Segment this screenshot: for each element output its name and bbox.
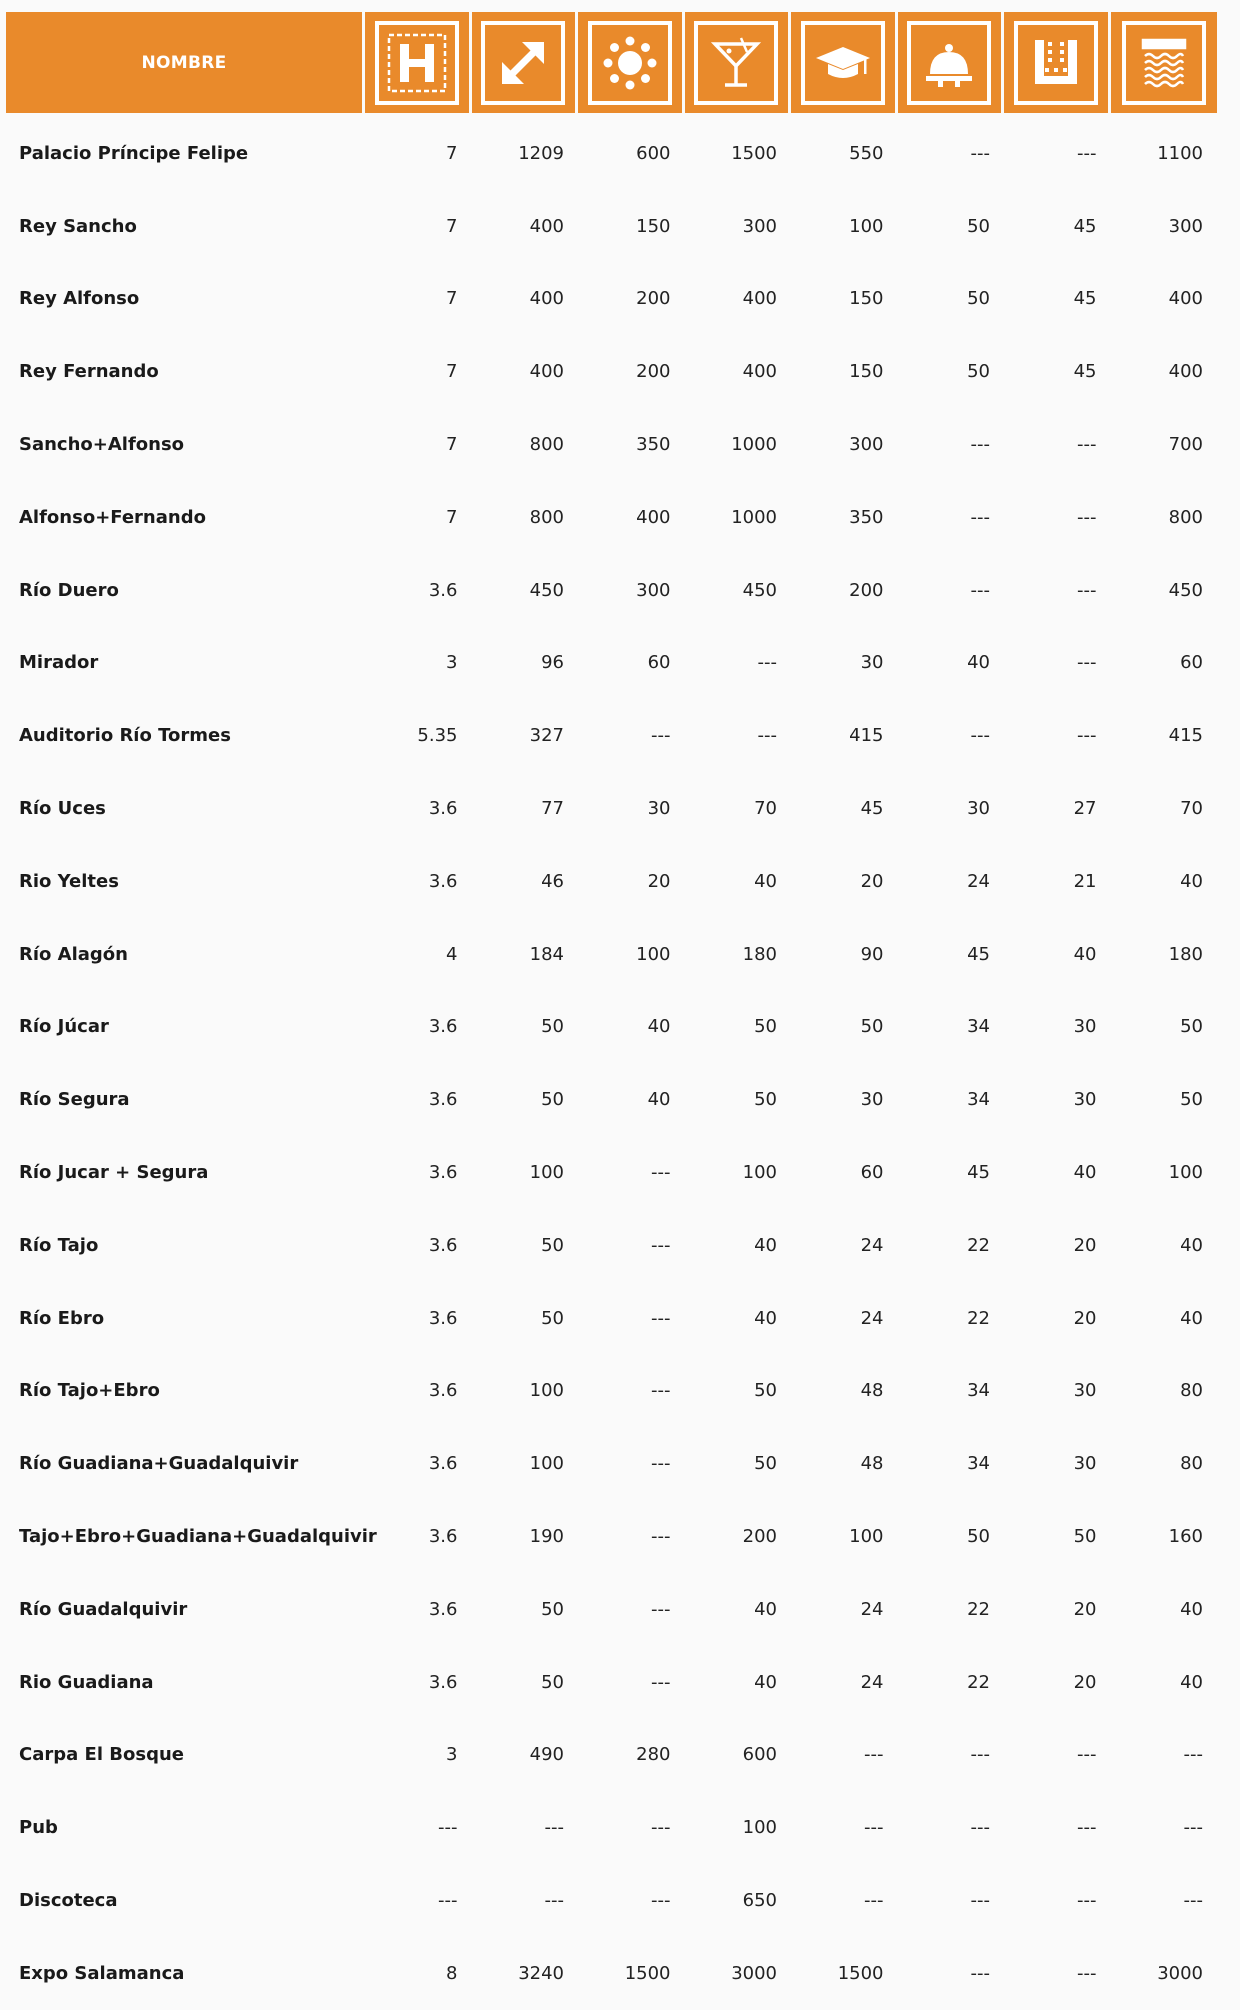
table-row: [6, 1136, 1217, 1209]
table-cell: 40: [967, 652, 990, 674]
table-cell: 60: [1180, 652, 1203, 674]
table-cell: ---: [864, 1744, 884, 1766]
table-cell: 450: [742, 579, 777, 601]
table-cell: ---: [1077, 725, 1097, 747]
table-cell: 45: [1073, 288, 1097, 310]
table-cell: 3.6: [428, 798, 458, 820]
table-cell: 34: [967, 1380, 990, 1402]
table-cell: 3: [446, 1744, 458, 1766]
table-cell: 34: [967, 1016, 990, 1038]
table-cell: ---: [651, 1453, 671, 1475]
header-classroom-column: [791, 12, 898, 113]
table-cell: 200: [636, 361, 671, 383]
table-cell: 45: [967, 943, 990, 965]
table-cell: ---: [1077, 1962, 1097, 1984]
table-cell: 96: [541, 652, 564, 674]
table-cell: 400: [742, 288, 777, 310]
table-cell: 30: [1073, 1380, 1097, 1402]
table-cell: 24: [860, 1234, 884, 1256]
table-cell: ---: [757, 652, 777, 674]
header-banquet-column: [578, 12, 685, 113]
table-cell: 1500: [837, 1962, 884, 1984]
table-cell: 100: [636, 943, 671, 965]
table-cell: 400: [636, 506, 671, 528]
table-cell: ---: [970, 1962, 990, 1984]
table-cell: 400: [529, 288, 564, 310]
table-cell: ---: [1077, 579, 1097, 601]
table-cell: ---: [1077, 1744, 1097, 1766]
table-cell: 50: [754, 1453, 777, 1475]
room-name: Sancho+Alfonso: [19, 434, 185, 456]
table-cell: ---: [651, 1817, 671, 1839]
header-area-column: [472, 12, 579, 113]
table-cell: 60: [647, 652, 671, 674]
table-cell: 5.35: [417, 725, 458, 747]
table-cell: ---: [1183, 1744, 1203, 1766]
table-cell: 40: [1073, 943, 1097, 965]
table-cell: 30: [860, 652, 884, 674]
table-row: [6, 263, 1217, 336]
table-cell: 50: [860, 1016, 884, 1038]
table-cell: 1500: [624, 1962, 671, 1984]
table-cell: 327: [529, 725, 564, 747]
room-name: Expo Salamanca: [19, 1962, 185, 1984]
table-cell: 600: [742, 1744, 777, 1766]
table-cell: 20: [1073, 1234, 1097, 1256]
table-cell: ---: [970, 434, 990, 456]
table-cell: 3.6: [428, 1380, 458, 1402]
header-cloche-column: [898, 12, 1005, 113]
room-name: Rey Alfonso: [19, 288, 140, 310]
room-name: Auditorio Río Tormes: [19, 725, 231, 747]
table-cell: 50: [541, 1598, 564, 1620]
table-cell: 100: [742, 1162, 777, 1184]
table-row: [6, 1573, 1217, 1646]
table-cell: 400: [1168, 288, 1203, 310]
room-name: Río Júcar: [19, 1016, 109, 1038]
table-cell: 400: [529, 361, 564, 383]
table-cell: 22: [967, 1307, 990, 1329]
table-row: [6, 408, 1217, 481]
table-cell: 7: [446, 361, 458, 383]
table-cell: 150: [849, 361, 884, 383]
room-name: Rio Guadiana: [19, 1671, 154, 1693]
table-cell: 200: [636, 288, 671, 310]
table-cell: 50: [967, 361, 990, 383]
table-cell: 50: [541, 1089, 564, 1111]
table-cell: 60: [860, 1162, 884, 1184]
table-cell: 1000: [731, 506, 777, 528]
table-cell: 400: [529, 215, 564, 237]
table-cell: 30: [860, 1089, 884, 1111]
header-name-label: NOMBRE: [6, 12, 365, 113]
table-cell: 40: [647, 1016, 671, 1038]
table-cell: 415: [1168, 725, 1203, 747]
table-cell: 180: [1168, 943, 1203, 965]
table-cell: 3.6: [428, 1162, 458, 1184]
table-cell: 800: [529, 506, 564, 528]
table-body: [6, 117, 1217, 2010]
table-cell: ---: [864, 1890, 884, 1912]
room-name: Río Guadiana+Guadalquivir: [19, 1453, 299, 1475]
table-cell: 30: [967, 798, 990, 820]
table-cell: 400: [1168, 361, 1203, 383]
bell-cloche-icon: [907, 21, 991, 105]
table-cell: 24: [860, 1671, 884, 1693]
u-shape-layout-icon: [1014, 21, 1098, 105]
table-cell: 150: [636, 215, 671, 237]
table-cell: 50: [754, 1089, 777, 1111]
table-cell: 1209: [518, 142, 564, 164]
table-cell: 100: [849, 215, 884, 237]
table-cell: 4: [446, 943, 458, 965]
table-cell: 3.6: [428, 1016, 458, 1038]
rooms-capacity-table: [6, 12, 1217, 2010]
table-cell: ---: [1077, 142, 1097, 164]
table-cell: 40: [754, 1671, 777, 1693]
room-name: Rio Yeltes: [19, 870, 119, 892]
table-cell: 34: [967, 1453, 990, 1475]
table-cell: 50: [967, 215, 990, 237]
table-cell: 20: [860, 870, 884, 892]
header-theater-column: [1111, 12, 1218, 113]
table-cell: 30: [647, 798, 671, 820]
table-row: [6, 772, 1217, 845]
table-cell: 7: [446, 506, 458, 528]
table-cell: 45: [967, 1162, 990, 1184]
table-row: [6, 190, 1217, 263]
table-cell: 34: [967, 1089, 990, 1111]
table-cell: 1500: [731, 142, 777, 164]
table-row: [6, 1646, 1217, 1719]
table-cell: 40: [1180, 1671, 1203, 1693]
table-cell: 3.6: [428, 1526, 458, 1548]
room-name: Río Tajo+Ebro: [19, 1380, 160, 1402]
table-cell: ---: [651, 725, 671, 747]
table-cell: 77: [541, 798, 564, 820]
table-cell: 20: [1073, 1671, 1097, 1693]
table-cell: 450: [1168, 579, 1203, 601]
table-cell: ---: [970, 579, 990, 601]
table-cell: 22: [967, 1598, 990, 1620]
table-cell: 40: [647, 1089, 671, 1111]
table-cell: 200: [849, 579, 884, 601]
table-cell: 3000: [1157, 1962, 1203, 1984]
table-cell: 184: [529, 943, 564, 965]
table-cell: 27: [1073, 798, 1097, 820]
table-cell: 7: [446, 142, 458, 164]
table-cell: ---: [651, 1890, 671, 1912]
table-cell: 22: [967, 1671, 990, 1693]
table-cell: ---: [970, 506, 990, 528]
height-h-icon: [375, 21, 459, 105]
table-cell: 200: [742, 1526, 777, 1548]
table-cell: 800: [1168, 506, 1203, 528]
table-cell: ---: [970, 1744, 990, 1766]
table-cell: 300: [1168, 215, 1203, 237]
table-row: [6, 1063, 1217, 1136]
table-cell: 3: [446, 652, 458, 674]
table-cell: 1100: [1157, 142, 1203, 164]
header-height-column: [365, 12, 472, 113]
table-cell: 7: [446, 434, 458, 456]
table-cell: ---: [1077, 652, 1097, 674]
room-name: Alfonso+Fernando: [19, 506, 206, 528]
table-cell: 100: [529, 1162, 564, 1184]
table-cell: ---: [1077, 1890, 1097, 1912]
table-cell: 400: [742, 361, 777, 383]
table-row: [6, 1282, 1217, 1355]
area-expand-icon: [481, 21, 565, 105]
table-cell: 48: [860, 1453, 884, 1475]
sun-banquet-icon: [588, 21, 672, 105]
table-cell: 50: [754, 1380, 777, 1402]
table-cell: 21: [1073, 870, 1097, 892]
table-cell: 3.6: [428, 870, 458, 892]
table-cell: 50: [541, 1307, 564, 1329]
table-cell: ---: [970, 1817, 990, 1839]
table-cell: 350: [849, 506, 884, 528]
table-cell: ---: [1183, 1890, 1203, 1912]
table-cell: 3240: [518, 1962, 564, 1984]
table-cell: 190: [529, 1526, 564, 1548]
table-cell: 20: [647, 870, 671, 892]
table-row: [6, 117, 1217, 190]
table-cell: 150: [849, 288, 884, 310]
room-name: Carpa El Bosque: [19, 1744, 184, 1766]
table-cell: 40: [754, 1598, 777, 1620]
table-cell: 50: [1180, 1016, 1203, 1038]
table-cell: 280: [636, 1744, 671, 1766]
table-cell: 100: [742, 1817, 777, 1839]
table-cell: 3.6: [428, 579, 458, 601]
table-cell: 700: [1168, 434, 1203, 456]
table-cell: ---: [544, 1817, 564, 1839]
table-row: [6, 627, 1217, 700]
room-name: Pub: [19, 1817, 58, 1839]
table-cell: 40: [1073, 1162, 1097, 1184]
room-name: Rey Fernando: [19, 361, 159, 383]
table-cell: 3.6: [428, 1671, 458, 1693]
table-cell: 40: [1180, 1234, 1203, 1256]
table-header: [6, 12, 1217, 113]
table-cell: 24: [860, 1307, 884, 1329]
table-cell: 415: [849, 725, 884, 747]
table-cell: 180: [742, 943, 777, 965]
table-cell: 1000: [731, 434, 777, 456]
table-cell: 550: [849, 142, 884, 164]
table-cell: ---: [651, 1234, 671, 1256]
table-cell: ---: [651, 1671, 671, 1693]
table-cell: 45: [860, 798, 884, 820]
table-cell: 350: [636, 434, 671, 456]
table-cell: 50: [967, 1526, 990, 1548]
table-cell: ---: [1077, 434, 1097, 456]
table-cell: 30: [1073, 1453, 1097, 1475]
table-cell: 490: [529, 1744, 564, 1766]
table-cell: 800: [529, 434, 564, 456]
table-cell: 22: [967, 1234, 990, 1256]
table-cell: 450: [529, 579, 564, 601]
table-cell: ---: [651, 1526, 671, 1548]
table-row: [6, 1500, 1217, 1573]
table-cell: ---: [1077, 506, 1097, 528]
table-cell: 300: [849, 434, 884, 456]
table-cell: 100: [529, 1380, 564, 1402]
room-name: Río Ebro: [19, 1307, 105, 1329]
table-cell: 3.6: [428, 1453, 458, 1475]
table-cell: 70: [754, 798, 777, 820]
room-name: Mirador: [19, 652, 99, 674]
table-cell: ---: [757, 725, 777, 747]
table-row: [6, 1355, 1217, 1428]
table-cell: 40: [1180, 1598, 1203, 1620]
table-cell: 300: [636, 579, 671, 601]
table-cell: 160: [1168, 1526, 1203, 1548]
theater-rows-icon: [1122, 21, 1206, 105]
table-cell: 24: [967, 870, 990, 892]
table-cell: 3.6: [428, 1234, 458, 1256]
table-cell: 50: [967, 288, 990, 310]
table-cell: 100: [1168, 1162, 1203, 1184]
table-row: [6, 1719, 1217, 1792]
table-cell: 100: [849, 1526, 884, 1548]
table-cell: 80: [1180, 1453, 1203, 1475]
table-cell: 30: [1073, 1089, 1097, 1111]
table-cell: 3000: [731, 1962, 777, 1984]
table-cell: 7: [446, 288, 458, 310]
table-cell: 50: [1073, 1526, 1097, 1548]
cocktail-glass-icon: [694, 21, 778, 105]
room-name: Río Segura: [19, 1089, 130, 1111]
graduation-cap-classroom-icon: [801, 21, 885, 105]
table-cell: 50: [754, 1016, 777, 1038]
table-cell: 300: [742, 215, 777, 237]
table-cell: 40: [1180, 1307, 1203, 1329]
table-cell: 40: [754, 870, 777, 892]
room-name: Río Guadalquivir: [19, 1598, 188, 1620]
table-row: [6, 991, 1217, 1064]
table-cell: 3.6: [428, 1598, 458, 1620]
table-cell: 40: [754, 1234, 777, 1256]
table-cell: ---: [970, 1890, 990, 1912]
table-row: [6, 335, 1217, 408]
table-cell: ---: [438, 1890, 458, 1912]
table-cell: ---: [970, 725, 990, 747]
table-row: [6, 1864, 1217, 1937]
table-cell: 50: [541, 1671, 564, 1693]
room-name: Discoteca: [19, 1890, 118, 1912]
table-row: [6, 1791, 1217, 1864]
table-cell: ---: [651, 1162, 671, 1184]
header-u-shape-column: [1004, 12, 1111, 113]
table-cell: 650: [742, 1890, 777, 1912]
table-cell: 50: [1180, 1089, 1203, 1111]
table-cell: 50: [541, 1234, 564, 1256]
table-cell: 90: [860, 943, 884, 965]
table-cell: ---: [1183, 1817, 1203, 1839]
header-cocktail-column: [685, 12, 792, 113]
table-cell: 600: [636, 142, 671, 164]
table-row: [6, 1209, 1217, 1282]
table-cell: ---: [970, 142, 990, 164]
table-cell: ---: [1077, 1817, 1097, 1839]
table-cell: 70: [1180, 798, 1203, 820]
table-cell: ---: [651, 1307, 671, 1329]
table-cell: 50: [541, 1016, 564, 1038]
room-name: Río Duero: [19, 579, 119, 601]
table-cell: 45: [1073, 215, 1097, 237]
room-name: Río Tajo: [19, 1234, 99, 1256]
table-cell: 80: [1180, 1380, 1203, 1402]
table-row: [6, 1427, 1217, 1500]
table-cell: 7: [446, 215, 458, 237]
room-name: Río Jucar + Segura: [19, 1162, 209, 1184]
room-name: Tajo+Ebro+Guadiana+Guadalquivir: [19, 1526, 377, 1548]
room-name: Rey Sancho: [19, 215, 137, 237]
table-cell: ---: [864, 1817, 884, 1839]
table-cell: ---: [544, 1890, 564, 1912]
table-cell: 100: [529, 1453, 564, 1475]
table-cell: 3.6: [428, 1307, 458, 1329]
table-cell: 20: [1073, 1598, 1097, 1620]
table-cell: ---: [651, 1598, 671, 1620]
room-name: Río Uces: [19, 798, 106, 820]
table-cell: 20: [1073, 1307, 1097, 1329]
table-row: [6, 481, 1217, 554]
table-cell: 8: [446, 1962, 458, 1984]
room-name: Palacio Príncipe Felipe: [19, 142, 249, 164]
table-cell: 40: [754, 1307, 777, 1329]
table-cell: 48: [860, 1380, 884, 1402]
table-cell: 45: [1073, 361, 1097, 383]
table-row: [6, 845, 1217, 918]
room-name: Río Alagón: [19, 943, 128, 965]
table-cell: 40: [1180, 870, 1203, 892]
table-row: [6, 918, 1217, 991]
table-cell: 46: [541, 870, 564, 892]
table-cell: 24: [860, 1598, 884, 1620]
table-cell: 3.6: [428, 1089, 458, 1111]
table-cell: ---: [438, 1817, 458, 1839]
table-row: [6, 554, 1217, 627]
table-row: [6, 699, 1217, 772]
table-cell: ---: [651, 1380, 671, 1402]
table-cell: 30: [1073, 1016, 1097, 1038]
